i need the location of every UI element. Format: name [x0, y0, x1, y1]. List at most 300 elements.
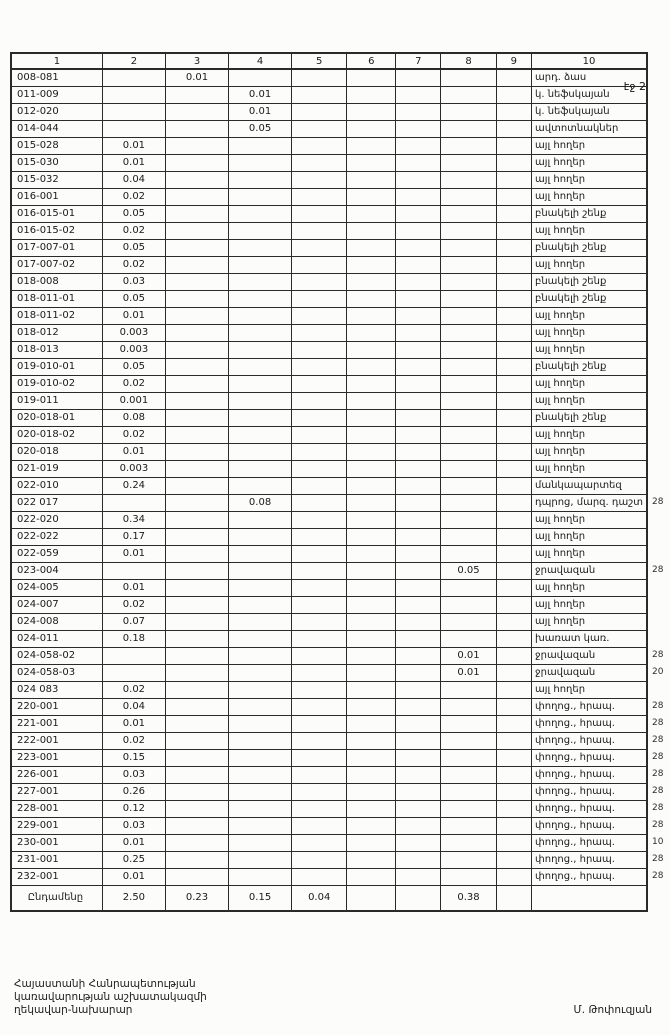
value-cell: [229, 460, 292, 477]
value-cell: [441, 290, 496, 307]
margin-note: [647, 290, 669, 307]
code-cell: 015-030: [11, 154, 102, 171]
value-cell: [166, 817, 229, 834]
value-cell: [396, 426, 441, 443]
value-cell: [441, 579, 496, 596]
value-cell: [166, 324, 229, 341]
value-cell: 0.01: [102, 154, 165, 171]
code-cell: 228-001: [11, 800, 102, 817]
code-cell: 230-001: [11, 834, 102, 851]
code-cell: 020-018-02: [11, 426, 102, 443]
value-cell: [229, 817, 292, 834]
value-cell: [496, 562, 531, 579]
value-cell: [396, 732, 441, 749]
value-cell: [292, 205, 347, 222]
table-row: [11, 596, 669, 613]
value-cell: [496, 324, 531, 341]
value-cell: [496, 239, 531, 256]
land-use-cell: բնակելի շենք: [532, 290, 647, 307]
value-cell: [496, 375, 531, 392]
value-cell: [496, 154, 531, 171]
value-cell: [292, 630, 347, 647]
value-cell: [396, 562, 441, 579]
value-cell: [347, 732, 396, 749]
value-cell: 0.23: [166, 885, 229, 911]
table-row: [11, 273, 669, 290]
land-use-cell: [532, 885, 647, 911]
margin-note: 28: [651, 564, 664, 575]
value-cell: 0.02: [102, 256, 165, 273]
land-use-cell: փողոց., հրապ.: [532, 698, 647, 715]
table-row: [11, 443, 669, 460]
code-cell: 020-018-01: [11, 409, 102, 426]
footer: [14, 978, 652, 1017]
value-cell: [396, 681, 441, 698]
value-cell: [166, 120, 229, 137]
code-cell: 016-015-01: [11, 205, 102, 222]
value-cell: [441, 392, 496, 409]
value-cell: [396, 239, 441, 256]
column-header: 1: [11, 53, 102, 69]
value-cell: 0.02: [102, 188, 165, 205]
value-cell: [441, 375, 496, 392]
value-cell: [396, 511, 441, 528]
value-cell: [229, 443, 292, 460]
land-use-cell: ջրավազան: [532, 664, 647, 681]
value-cell: [166, 188, 229, 205]
value-cell: [347, 188, 396, 205]
footer-org-block: [14, 978, 207, 1017]
value-cell: 0.02: [102, 596, 165, 613]
value-cell: 0.01: [102, 715, 165, 732]
value-cell: [229, 171, 292, 188]
value-cell: 0.01: [229, 103, 292, 120]
value-cell: [396, 358, 441, 375]
value-cell: [166, 698, 229, 715]
value-cell: [347, 205, 396, 222]
value-cell: [396, 579, 441, 596]
value-cell: [496, 579, 531, 596]
value-cell: 0.26: [102, 783, 165, 800]
code-cell: 022-020: [11, 511, 102, 528]
land-use-cell: բնակելի շենք: [532, 273, 647, 290]
value-cell: 0.34: [102, 511, 165, 528]
value-cell: [347, 409, 396, 426]
value-cell: [347, 562, 396, 579]
value-cell: 0.05: [441, 562, 496, 579]
value-cell: [347, 528, 396, 545]
value-cell: [292, 800, 347, 817]
land-use-cell: այլ հողեր: [532, 579, 647, 596]
land-use-cell: բնակելի շենք: [532, 239, 647, 256]
value-cell: 0.003: [102, 324, 165, 341]
value-cell: 0.01: [441, 664, 496, 681]
value-cell: [292, 545, 347, 562]
margin-note: [647, 69, 669, 86]
value-cell: [347, 511, 396, 528]
table-row: [11, 630, 669, 647]
value-cell: [441, 698, 496, 715]
value-cell: [166, 494, 229, 511]
value-cell: [292, 766, 347, 783]
code-cell: 012-020: [11, 103, 102, 120]
value-cell: [396, 409, 441, 426]
table-row: [11, 681, 669, 698]
value-cell: [347, 392, 396, 409]
land-use-cell: փողոց., հրապ.: [532, 817, 647, 834]
value-cell: [292, 120, 347, 137]
value-cell: [496, 392, 531, 409]
value-cell: [229, 426, 292, 443]
value-cell: 0.01: [102, 137, 165, 154]
value-cell: [496, 477, 531, 494]
value-cell: [441, 715, 496, 732]
value-cell: [396, 103, 441, 120]
value-cell: [496, 460, 531, 477]
value-cell: [292, 681, 347, 698]
value-cell: [166, 800, 229, 817]
margin-note: [647, 171, 669, 188]
column-header: 2: [102, 53, 165, 69]
value-cell: [166, 222, 229, 239]
value-cell: [496, 137, 531, 154]
value-cell: [347, 664, 396, 681]
signatory-name: Մ. Թոփուզյան: [573, 1004, 652, 1016]
margin-note: [647, 443, 669, 460]
table-row: [11, 579, 669, 596]
margin-note: 28: [651, 496, 664, 507]
margin-note: 28: [651, 751, 664, 762]
value-cell: [292, 273, 347, 290]
header-row: [11, 53, 669, 69]
value-cell: [166, 290, 229, 307]
value-cell: [396, 766, 441, 783]
value-cell: [441, 103, 496, 120]
value-cell: 0.01: [166, 69, 229, 86]
value-cell: 0.04: [102, 171, 165, 188]
land-use-cell: այլ հողեր: [532, 341, 647, 358]
table-row: [11, 358, 669, 375]
value-cell: [396, 698, 441, 715]
value-cell: [102, 103, 165, 120]
land-use-cell: բնակելի շենք: [532, 358, 647, 375]
value-cell: [347, 715, 396, 732]
column-header: 7: [396, 53, 441, 69]
value-cell: [229, 562, 292, 579]
value-cell: [229, 834, 292, 851]
value-cell: [496, 426, 531, 443]
value-cell: [229, 766, 292, 783]
value-cell: [229, 392, 292, 409]
table-row: [11, 698, 669, 715]
land-use-cell: այլ հողեր: [532, 375, 647, 392]
value-cell: [347, 834, 396, 851]
value-cell: [292, 409, 347, 426]
value-cell: [396, 205, 441, 222]
value-cell: [229, 188, 292, 205]
land-use-cell: փողոց., հրապ.: [532, 715, 647, 732]
value-cell: [496, 358, 531, 375]
land-use-cell: փողոց., հրապ.: [532, 851, 647, 868]
value-cell: [441, 69, 496, 86]
code-cell: 024 083: [11, 681, 102, 698]
value-cell: [347, 103, 396, 120]
value-cell: [292, 613, 347, 630]
value-cell: 0.18: [102, 630, 165, 647]
table-row: [11, 290, 669, 307]
value-cell: [496, 341, 531, 358]
land-use-cell: փողոց., հրապ.: [532, 800, 647, 817]
value-cell: [229, 341, 292, 358]
value-cell: [229, 69, 292, 86]
value-cell: [496, 103, 531, 120]
value-cell: [292, 562, 347, 579]
value-cell: [166, 205, 229, 222]
land-use-cell: կ. նեֆսկայան: [532, 86, 647, 103]
value-cell: [292, 69, 347, 86]
value-cell: [292, 664, 347, 681]
value-cell: [347, 222, 396, 239]
value-cell: [396, 324, 441, 341]
value-cell: 0.03: [102, 273, 165, 290]
value-cell: [229, 154, 292, 171]
value-cell: [292, 851, 347, 868]
value-cell: [292, 256, 347, 273]
value-cell: [166, 86, 229, 103]
value-cell: 0.04: [292, 885, 347, 911]
code-cell: 022-010: [11, 477, 102, 494]
land-use-cell: այլ հողեր: [532, 137, 647, 154]
value-cell: 2.50: [102, 885, 165, 911]
land-use-cell: բնակելի շենք: [532, 205, 647, 222]
margin-note: [647, 324, 669, 341]
land-use-cell: այլ հողեր: [532, 596, 647, 613]
value-cell: 0.01: [229, 86, 292, 103]
value-cell: [102, 86, 165, 103]
land-use-cell: բնակելի շենք: [532, 409, 647, 426]
footer-line-1: Հայաստանի Հանրապետության: [14, 978, 196, 990]
value-cell: 0.05: [229, 120, 292, 137]
value-cell: [229, 732, 292, 749]
code-cell: 016-001: [11, 188, 102, 205]
value-cell: [229, 698, 292, 715]
code-cell: 231-001: [11, 851, 102, 868]
value-cell: [166, 630, 229, 647]
value-cell: [166, 749, 229, 766]
land-use-cell: այլ հողեր: [532, 392, 647, 409]
value-cell: [347, 868, 396, 885]
value-cell: [396, 494, 441, 511]
value-cell: [396, 528, 441, 545]
value-cell: [229, 273, 292, 290]
value-cell: [396, 307, 441, 324]
value-cell: [441, 273, 496, 290]
land-use-cell: փողոց., հրապ.: [532, 732, 647, 749]
table-row: [11, 222, 669, 239]
value-cell: [496, 290, 531, 307]
value-cell: [496, 749, 531, 766]
table-row: [11, 664, 669, 681]
value-cell: [166, 647, 229, 664]
value-cell: [347, 851, 396, 868]
code-cell: 018-011-01: [11, 290, 102, 307]
value-cell: [166, 664, 229, 681]
code-cell: 229-001: [11, 817, 102, 834]
value-cell: [229, 256, 292, 273]
margin-note: [647, 409, 669, 426]
land-use-cell: այլ հողեր: [532, 324, 647, 341]
value-cell: [496, 868, 531, 885]
value-cell: [496, 545, 531, 562]
value-cell: [292, 477, 347, 494]
value-cell: [229, 222, 292, 239]
code-cell: 024-007: [11, 596, 102, 613]
value-cell: [496, 222, 531, 239]
margin-note: [647, 596, 669, 613]
margin-note: 28: [651, 700, 664, 711]
value-cell: [396, 137, 441, 154]
margin-note: [647, 528, 669, 545]
value-cell: [292, 137, 347, 154]
value-cell: [496, 766, 531, 783]
value-cell: [292, 579, 347, 596]
table-row: [11, 800, 669, 817]
value-cell: [292, 528, 347, 545]
table-row: [11, 256, 669, 273]
land-use-cell: արդ. ձաս: [532, 69, 647, 86]
margin-note: [647, 222, 669, 239]
land-use-cell: այլ հողեր: [532, 460, 647, 477]
value-cell: 0.02: [102, 375, 165, 392]
margin-note: [647, 341, 669, 358]
value-cell: [496, 443, 531, 460]
table-row: [11, 851, 669, 868]
value-cell: [396, 630, 441, 647]
value-cell: 0.05: [102, 290, 165, 307]
value-cell: [166, 562, 229, 579]
value-cell: [496, 732, 531, 749]
value-cell: [347, 596, 396, 613]
value-cell: [347, 358, 396, 375]
land-use-cell: այլ հողեր: [532, 613, 647, 630]
value-cell: 0.05: [102, 239, 165, 256]
value-cell: [396, 443, 441, 460]
value-cell: [292, 188, 347, 205]
value-cell: 0.04: [102, 698, 165, 715]
code-cell: 008-081: [11, 69, 102, 86]
total-label: Ընդամենը: [11, 885, 102, 911]
code-cell: 015-028: [11, 137, 102, 154]
value-cell: [166, 851, 229, 868]
table-row: [11, 613, 669, 630]
code-cell: 226-001: [11, 766, 102, 783]
value-cell: [441, 630, 496, 647]
code-cell: 023-004: [11, 562, 102, 579]
value-cell: [166, 460, 229, 477]
value-cell: [347, 86, 396, 103]
code-cell: 014-044: [11, 120, 102, 137]
value-cell: [292, 749, 347, 766]
table-row: [11, 392, 669, 409]
value-cell: [496, 188, 531, 205]
value-cell: [229, 579, 292, 596]
value-cell: [166, 715, 229, 732]
value-cell: [347, 630, 396, 647]
land-use-cell: այլ հողեր: [532, 528, 647, 545]
value-cell: [396, 69, 441, 86]
table-row: [11, 732, 669, 749]
value-cell: [229, 749, 292, 766]
value-cell: [396, 664, 441, 681]
value-cell: [347, 885, 396, 911]
margin-note: [647, 460, 669, 477]
code-cell: 024-005: [11, 579, 102, 596]
land-use-cell: այլ հողեր: [532, 426, 647, 443]
value-cell: [166, 783, 229, 800]
value-cell: [347, 460, 396, 477]
table-row: [11, 834, 669, 851]
value-cell: [396, 817, 441, 834]
value-cell: [441, 851, 496, 868]
table-row: [11, 171, 669, 188]
table-row: [11, 511, 669, 528]
land-use-cell: այլ հողեր: [532, 511, 647, 528]
column-header: 5: [292, 53, 347, 69]
value-cell: [496, 256, 531, 273]
value-cell: [347, 324, 396, 341]
value-cell: [166, 868, 229, 885]
value-cell: [347, 120, 396, 137]
margin-note: [647, 120, 669, 137]
table-row: [11, 715, 669, 732]
code-cell: 024-011: [11, 630, 102, 647]
value-cell: [292, 290, 347, 307]
table-row: [11, 103, 669, 120]
value-cell: [496, 800, 531, 817]
table-row: [11, 137, 669, 154]
value-cell: [347, 613, 396, 630]
value-cell: [347, 273, 396, 290]
value-cell: [347, 800, 396, 817]
value-cell: [347, 341, 396, 358]
value-cell: [166, 596, 229, 613]
code-cell: 019-010-01: [11, 358, 102, 375]
value-cell: [166, 103, 229, 120]
margin-note: [647, 86, 669, 103]
value-cell: [292, 86, 347, 103]
value-cell: [496, 528, 531, 545]
value-cell: [441, 817, 496, 834]
value-cell: 0.003: [102, 341, 165, 358]
value-cell: [166, 358, 229, 375]
value-cell: [396, 783, 441, 800]
value-cell: [396, 171, 441, 188]
value-cell: [102, 647, 165, 664]
code-cell: 018-012: [11, 324, 102, 341]
value-cell: [229, 324, 292, 341]
table-row: [11, 409, 669, 426]
value-cell: [496, 307, 531, 324]
margin-note: 20: [651, 666, 664, 677]
value-cell: [396, 715, 441, 732]
value-cell: [441, 545, 496, 562]
value-cell: 0.05: [102, 358, 165, 375]
code-cell: 019-011: [11, 392, 102, 409]
value-cell: [441, 732, 496, 749]
value-cell: 0.02: [102, 732, 165, 749]
value-cell: [496, 171, 531, 188]
value-cell: [441, 868, 496, 885]
